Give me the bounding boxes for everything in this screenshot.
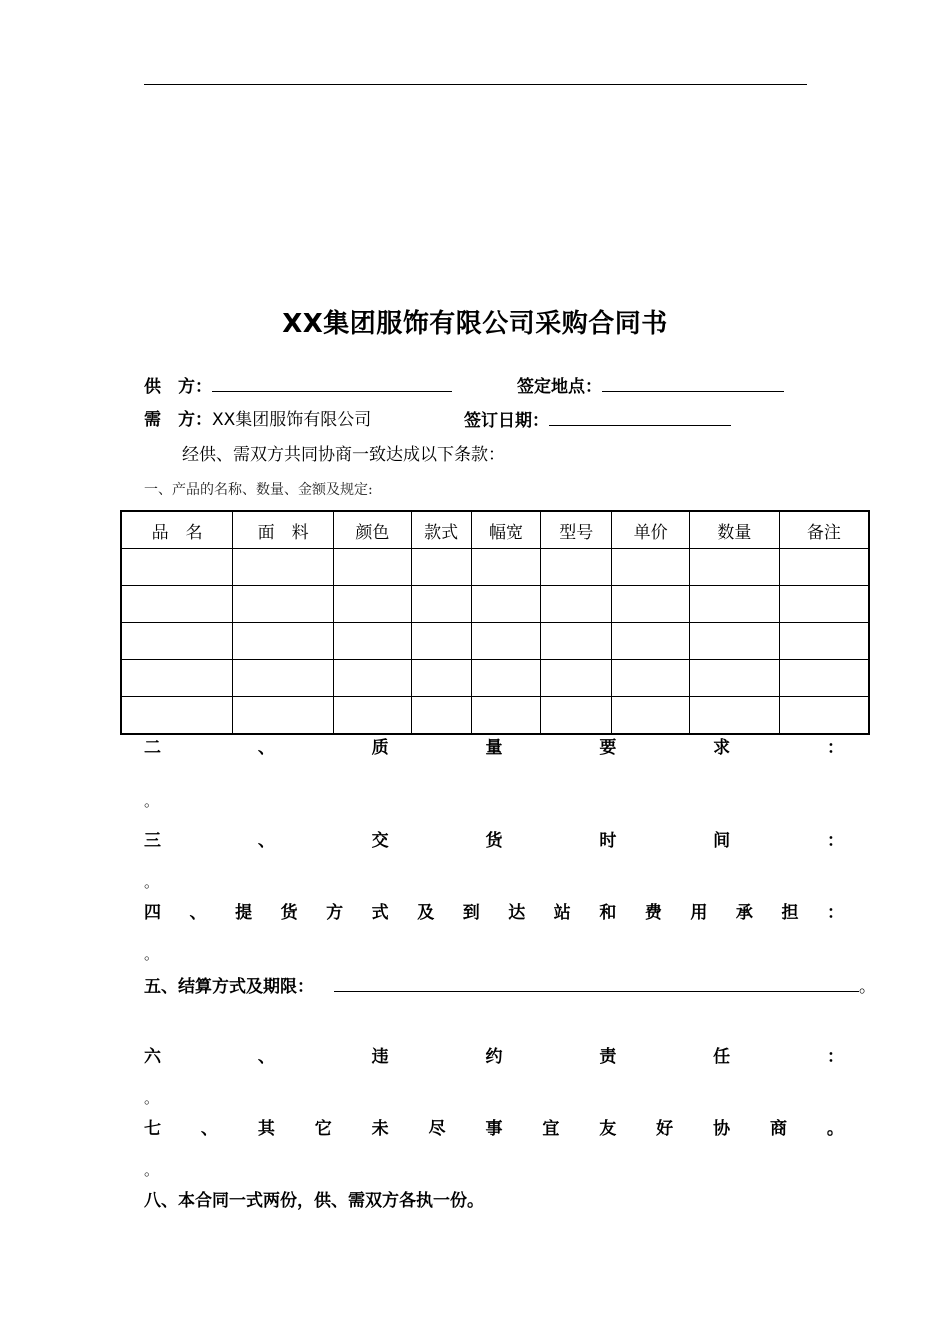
table-header-row <box>121 511 869 549</box>
table-cell[interactable] <box>121 586 233 623</box>
heading-char: 三 <box>144 831 161 851</box>
heading-char: 、 <box>200 1119 218 1139</box>
intro-text: 经供、需双方共同协商一致达成以下条款： <box>182 445 505 465</box>
table-cell[interactable] <box>471 549 541 586</box>
section-8-heading: 八、本合同一式两份，供、需双方各执一份。 <box>144 1191 484 1211</box>
table-row <box>121 549 869 586</box>
heading-char: 四 <box>144 903 161 923</box>
heading-char: 六 <box>144 1047 161 1067</box>
table-cell[interactable] <box>121 660 233 697</box>
table-cell[interactable] <box>411 697 471 735</box>
table-cell[interactable] <box>471 697 541 735</box>
heading-char: 宜 <box>542 1119 560 1139</box>
heading-char: 费 <box>644 903 662 923</box>
section-7-period: 。 <box>144 1161 160 1179</box>
table-cell[interactable] <box>333 660 411 697</box>
section-3-period: 。 <box>144 873 160 891</box>
heading-char: 达 <box>508 903 526 923</box>
heading-char: 任 <box>713 1047 731 1067</box>
heading-char: 货 <box>485 831 503 851</box>
heading-char: 商 <box>769 1119 787 1139</box>
heading-char: 协 <box>713 1119 731 1139</box>
section-2-heading <box>144 737 844 759</box>
sign-place-line <box>517 375 784 398</box>
table-cell[interactable] <box>612 623 690 660</box>
supplier-field[interactable] <box>212 375 452 392</box>
section-5-period: 。 <box>859 977 876 997</box>
section-4-period: 。 <box>144 945 160 963</box>
table-row <box>121 586 869 623</box>
heading-char: 其 <box>257 1119 275 1139</box>
table-cell[interactable] <box>233 660 334 697</box>
col-header: 型号 <box>541 511 612 549</box>
heading-char: 承 <box>735 903 753 923</box>
section-5-label: 五、结算方式及期限： <box>144 977 314 997</box>
table-cell[interactable] <box>411 623 471 660</box>
heading-char: 货 <box>280 903 298 923</box>
col-header: 备注 <box>779 511 869 549</box>
section-1-heading: 一、产品的名称、数量、金额及规定: <box>144 482 373 498</box>
table-cell[interactable] <box>411 549 471 586</box>
heading-char: 交 <box>371 831 389 851</box>
heading-char: 好 <box>656 1119 674 1139</box>
heading-char: 事 <box>485 1119 503 1139</box>
heading-char: ： <box>826 831 844 851</box>
table-cell[interactable] <box>333 586 411 623</box>
table-cell[interactable] <box>121 623 233 660</box>
buyer-label: 需 方： <box>144 410 212 430</box>
table-cell[interactable] <box>411 586 471 623</box>
buyer-line <box>144 409 371 431</box>
heading-char: 、 <box>257 738 275 758</box>
table-cell[interactable] <box>233 586 334 623</box>
heading-char: 它 <box>314 1119 332 1139</box>
table-cell[interactable] <box>121 697 233 735</box>
heading-char: 到 <box>462 903 480 923</box>
sign-date-field[interactable] <box>549 409 731 426</box>
section-3-heading <box>144 830 844 852</box>
table-cell[interactable] <box>541 586 612 623</box>
table-cell[interactable] <box>779 549 869 586</box>
table-cell[interactable] <box>612 697 690 735</box>
heading-char: 违 <box>371 1047 389 1067</box>
table-cell[interactable] <box>471 623 541 660</box>
table-cell[interactable] <box>779 586 869 623</box>
heading-char: ： <box>826 1047 844 1067</box>
table-row <box>121 623 869 660</box>
table-row <box>121 660 869 697</box>
sign-place-field[interactable] <box>602 375 784 392</box>
product-table <box>120 510 870 735</box>
section-2-period: 。 <box>144 792 160 810</box>
heading-char: 担 <box>781 903 799 923</box>
heading-char: 及 <box>417 903 435 923</box>
supplier-label: 供 方： <box>144 377 212 397</box>
heading-char: 和 <box>599 903 617 923</box>
table-cell[interactable] <box>541 660 612 697</box>
table-cell[interactable] <box>541 623 612 660</box>
section-7-heading <box>144 1118 844 1140</box>
table-body <box>121 549 869 735</box>
table-cell[interactable] <box>541 549 612 586</box>
table-cell[interactable] <box>333 697 411 735</box>
col-header: 单价 <box>612 511 690 549</box>
heading-char: 尽 <box>428 1119 446 1139</box>
col-header: 款式 <box>411 511 471 549</box>
heading-char: 求 <box>713 738 731 758</box>
heading-char: 约 <box>485 1047 503 1067</box>
table-cell[interactable] <box>689 586 779 623</box>
table-cell[interactable] <box>471 660 541 697</box>
heading-char: 、 <box>189 903 207 923</box>
header-rule <box>144 84 807 85</box>
col-header: 颜色 <box>333 511 411 549</box>
table-cell[interactable] <box>689 660 779 697</box>
table-cell[interactable] <box>333 623 411 660</box>
document-title: XX集团服饰有限公司采购合同书 <box>282 309 668 339</box>
col-header: 品 名 <box>121 511 233 549</box>
heading-char: 、 <box>257 831 275 851</box>
col-header: 幅宽 <box>471 511 541 549</box>
heading-char: ： <box>826 903 844 923</box>
table-cell[interactable] <box>612 586 690 623</box>
table-cell[interactable] <box>779 697 869 735</box>
heading-char: 责 <box>599 1047 617 1067</box>
table-cell[interactable] <box>779 660 869 697</box>
heading-char: 提 <box>235 903 253 923</box>
col-header: 面 料 <box>233 511 334 549</box>
heading-char: 要 <box>599 738 617 758</box>
table-cell[interactable] <box>541 697 612 735</box>
table-cell[interactable] <box>471 586 541 623</box>
heading-char: 、 <box>257 1047 275 1067</box>
section-4-heading <box>144 902 844 924</box>
col-header: 数量 <box>689 511 779 549</box>
table-cell[interactable] <box>612 549 690 586</box>
table-cell[interactable] <box>612 660 690 697</box>
table-cell[interactable] <box>233 549 334 586</box>
heading-char: 七 <box>144 1119 161 1139</box>
heading-char: 二 <box>144 738 161 758</box>
table-cell[interactable] <box>689 623 779 660</box>
heading-char: ： <box>826 738 844 758</box>
heading-char: 友 <box>599 1119 617 1139</box>
heading-char: 时 <box>599 831 617 851</box>
table-cell[interactable] <box>689 549 779 586</box>
heading-char: 质 <box>371 738 389 758</box>
table-cell[interactable] <box>121 549 233 586</box>
heading-char: 方 <box>326 903 344 923</box>
heading-char: 站 <box>553 903 571 923</box>
table-cell[interactable] <box>689 697 779 735</box>
heading-char: 间 <box>713 831 731 851</box>
sign-date-label: 签订日期： <box>464 411 549 431</box>
table-row <box>121 697 869 735</box>
table-cell[interactable] <box>779 623 869 660</box>
heading-char: 未 <box>371 1119 389 1139</box>
sign-place-label: 签定地点： <box>517 377 602 397</box>
heading-char: 用 <box>690 903 708 923</box>
sign-date-line <box>464 409 731 432</box>
supplier-line <box>144 375 452 398</box>
table-cell[interactable] <box>233 623 334 660</box>
table-cell[interactable] <box>233 697 334 735</box>
table-cell[interactable] <box>411 660 471 697</box>
buyer-value: XX集团服饰有限公司 <box>212 410 372 430</box>
heading-char: 量 <box>485 738 503 758</box>
section-5-heading <box>144 975 876 998</box>
settlement-field[interactable] <box>334 975 859 992</box>
heading-char: 式 <box>371 903 389 923</box>
heading-char: 。 <box>826 1119 844 1139</box>
table-cell[interactable] <box>333 549 411 586</box>
section-6-heading <box>144 1046 844 1068</box>
section-6-period: 。 <box>144 1089 160 1107</box>
